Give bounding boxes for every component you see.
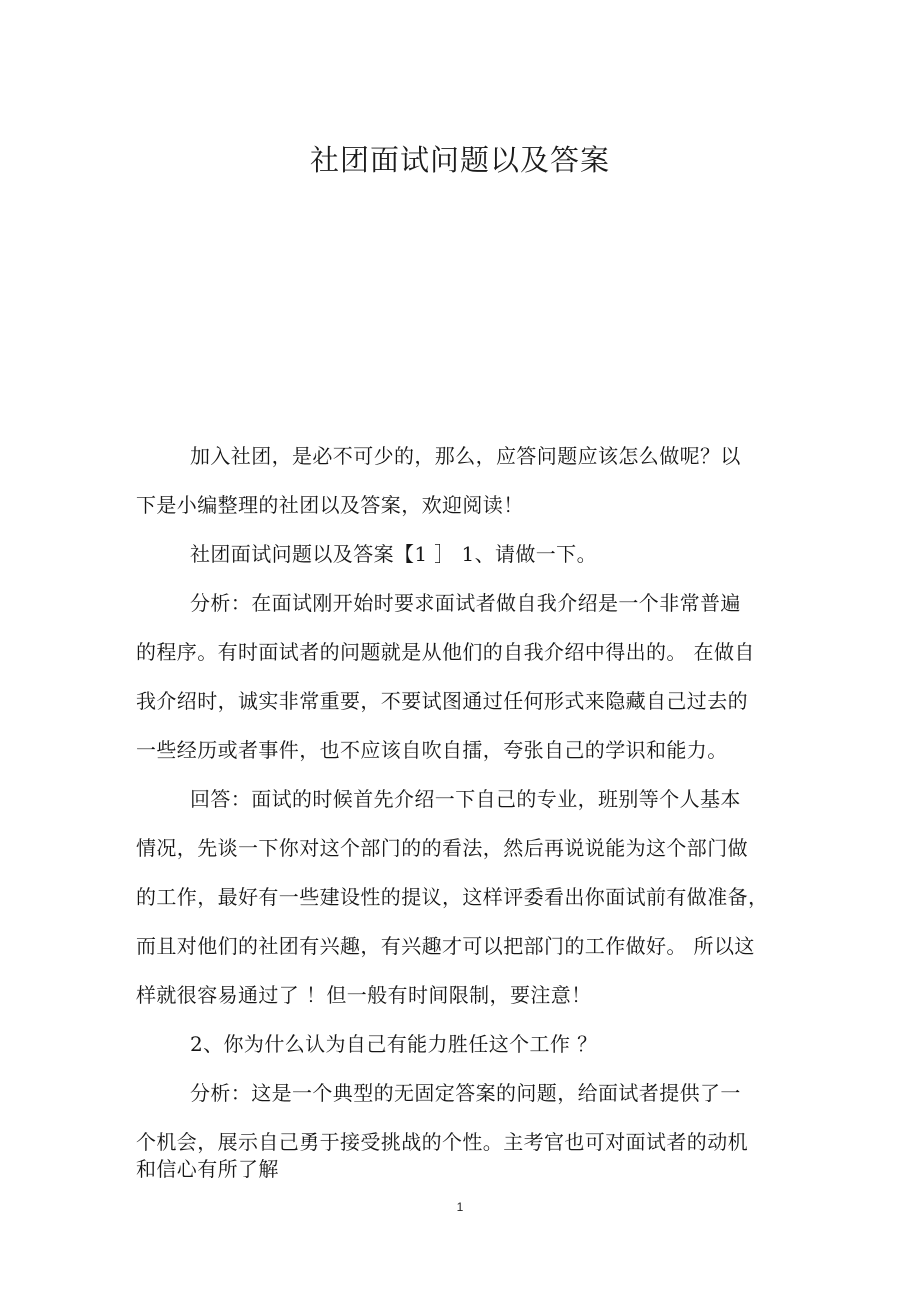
paragraph-line: 加入社团，是必不可少的，那么，应答问题应该怎么做呢？以 <box>190 444 741 468</box>
paragraph-line: 我介绍时，诚实非常重要，不要试图通过任何形式来隐藏自己过去的 <box>136 689 748 713</box>
paragraph-line: 的工作，最好有一些建设性的提议，这样评委看出你面试前有做准备， <box>136 885 769 909</box>
document-title: 社团面试问题以及答案 <box>309 143 610 177</box>
page-number: 1 <box>456 1200 464 1214</box>
paragraph-line: 的程序。有时面试者的问题就是从他们的自我介绍中得出的。 在做自 <box>136 640 755 664</box>
paragraph-line: 个机会，展示自己勇于接受挑战的个性。主考官也可对面试者的动机 <box>136 1130 748 1154</box>
paragraph-line: 样就很容易通过了 ！但一般有时间限制，要注意！ <box>136 983 592 1007</box>
paragraph-line: 下是小编整理的社团以及答案，欢迎阅读！ <box>136 493 524 517</box>
paragraph-line: 一些经历或者事件，也不应该自吹自擂，夸张自己的学识和能力。 <box>136 738 728 762</box>
section-heading-line: 社团面试问题以及答案【1 ］ 1、请做一下。 <box>190 542 597 566</box>
paragraph-line: 和信心有所了解 <box>136 1157 279 1181</box>
paragraph-line: 分析：这是一个典型的无固定答案的问题，给面试者提供了一 <box>190 1081 741 1105</box>
paragraph-line: 而且对他们的社团有兴趣，有兴趣才可以把部门的工作做好。 所以这 <box>136 934 755 958</box>
paragraph-line: 分析：在面试刚开始时要求面试者做自我介绍是一个非常普遍 <box>190 591 741 615</box>
question-line: 2、你为什么认为自己有能力胜任这个工作 ？ <box>190 1032 598 1056</box>
paragraph-line: 回答：面试的时候首先介绍一下自己的专业，班别等个人基本 <box>190 787 741 811</box>
paragraph-line: 情况，先谈一下你对这个部门的的看法，然后再说说能为这个部门做 <box>136 836 748 860</box>
